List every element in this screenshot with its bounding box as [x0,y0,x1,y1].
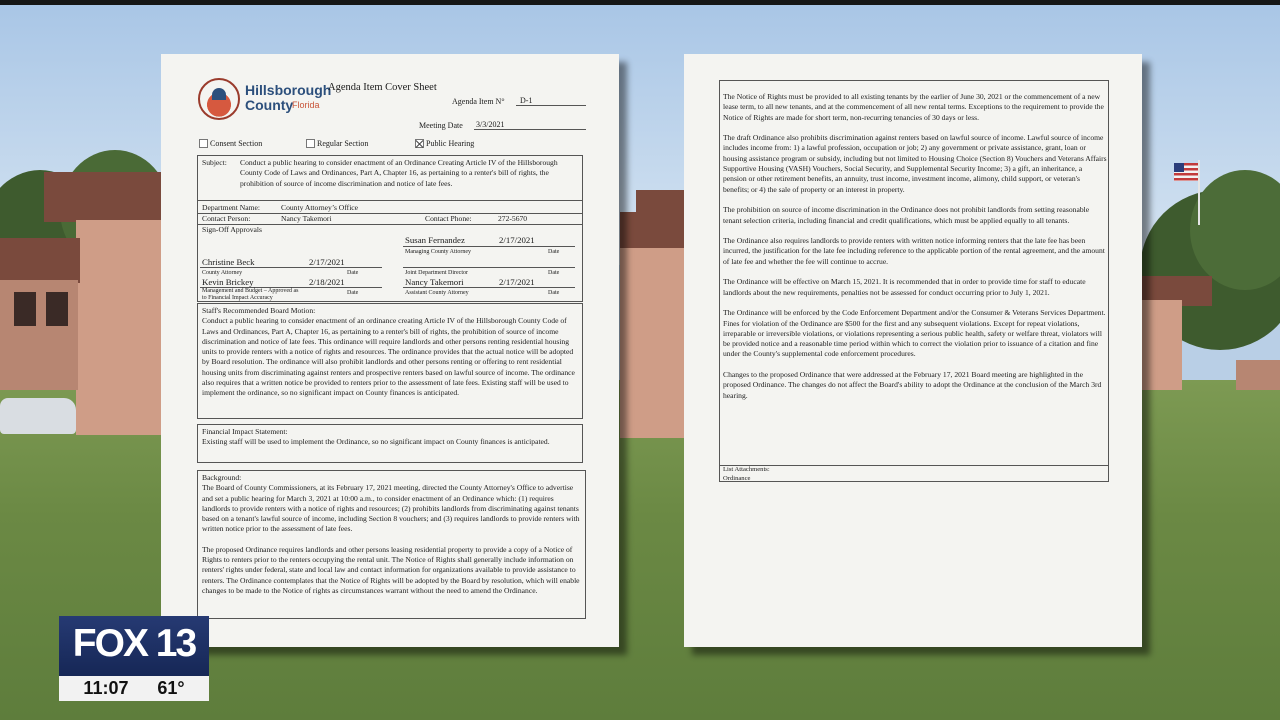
station-logo-panel [59,616,209,676]
station-bug [59,616,209,701]
continuation-paragraph: The Ordinance will be enforced by the Code Enforcement Department and/or the Consumer & Veterans Services Department. Fines for violation of the Ordinance are $500 for the first and any subsequent violations. Except for repeat violations, irreparable or irreversible violations, or violations representing a serious public health, safety or welfare threat, violators will be provided notice and a reasonable time period within which to correct the violation prior to issuance of a citation and fine under the County's supplemental code enforcement procedures. [723,308,1106,359]
signer-name: Kevin Brickey [202,277,254,287]
continuation-paragraph: The Notice of Rights must be provided to all existing tenants by the earlier of June 30, 2021 or the commencement of a new lease term, to all new tenants, and at the commencement of all new rental terms. Exceptions to the requirement to provide the Notice of Rights are made for short term, non-recurring tenancies of 30 days or less. [723,92,1104,122]
checkbox-label: Regular Section [317,139,369,148]
contact-phone-label: Contact Phone: [425,214,472,223]
background-section [197,470,586,619]
financial-impact-section [197,424,583,463]
checkbox-label: Consent Section [210,139,263,148]
checkbox-label: Public Hearing [426,139,475,148]
apartment-building [1236,360,1280,390]
background-label: Background: [202,473,242,482]
meeting-date: 3/3/2021 [474,120,586,130]
building-roof [0,238,80,283]
checked-box-icon [415,139,424,148]
impact-label: Financial Impact Statement: [202,427,288,436]
contact-person-value: Nancy Takemori [281,214,332,223]
continuation-paragraph: The draft Ordinance also prohibits discrimination against renters based on lawful source of income. Lawful source of income includes income from: 1) a lawful profession, occupation or job; 2) any government or private assistance, grant, loan or housing assistance program or subsidy, including but not limited to Housing Choice (Section 8) Vouchers and Veterans Affairs Supportive Housing (VASH) Vouchers, Social Security, and Supplemental Security Income; 3) a gift, an inheritance, a pension or other retirement benefits, an annuity, trust income, investment income, alimony, child support, or veteran's benefits; or 4) the sale of property or an interest in property. [723,133,1107,194]
department-value: County Attorney’s Office [281,203,359,212]
county-seal-icon [198,78,240,120]
contact-person-label: Contact Person: [202,214,251,223]
apartment-building [76,220,162,435]
board-motion-section [197,303,583,419]
signer-title: Assistant County Attorney [405,290,469,296]
impact-text: Existing staff will be used to implement the Ordinance, so no significant impact on County finances is anticipated. [202,437,550,447]
station-logo: FOX 13 [72,622,196,665]
continuation-paragraph: The Ordinance will be effective on March 15, 2021. It is recommended that in order to provide time for staff to educate landlords about the new requirements, penalties not be assessed for conduct occurring prior to July 1, 2021. [723,277,1086,297]
continuation-paragraph: The prohibition on source of income discrimination in the Ordinance does not prohibit landlords from setting reasonable tenant selection criteria, including financial and credit qualifications, which must be applied equally to all tenants. [723,205,1090,225]
current-time: 11:07 [83,678,129,698]
subject-section [197,155,583,201]
signer-title: Management and Budget – Approved as to Financial Impact Accuracy [202,288,299,301]
agenda-continuation-sheet [684,54,1142,647]
date-caption: Date [347,290,359,296]
brand-name-line2: County [245,97,294,113]
building-roof [44,172,164,222]
attachments-label: List Attachments: [723,466,770,473]
continuation-paragraph: The Ordinance also requires landlords to provide renters with written notice informing renters that the late fee has been incurred, the justification for the late fee including reference to the applicable portion of the rental agreement, and the amount of late fee and whether the fee will continue to accrue. [723,236,1105,266]
checkbox-icon [306,139,315,148]
signer-name: Susan Fernandez [405,235,465,245]
brand-state: Florida [292,100,320,110]
attachments [723,465,770,483]
parked-car [0,398,76,434]
signoff-label: Sign-Off Approvals [202,225,262,234]
window [14,292,36,326]
current-temperature: 61° [157,678,185,698]
attachments-value: Ordinance [723,475,751,482]
contact-phone-value: 272-5670 [498,214,528,223]
signer-name: Christine Beck [202,257,255,267]
signer-name: Nancy Takemori [405,277,464,287]
motion-label: Staff's Recommended Board Motion: [202,306,316,315]
background-paragraph: The Board of County Commissioners, at its February 17, 2021 meeting, directed the County Attorney's Office to advertise and set a public hearing for March 3, 2021 at 10:00 a.m., to consider enactment of an Ordinance which: (1) requires landlords to provide renters with a notice of rights and resources; (2) prohibits landlords from discriminating against tenants based on a tenant's lawful source of income, including Section 8 vouchers; and (3) requires landlords to provide renters with written notice prior to the assessment of late fees. [202,483,580,534]
agenda-cover-sheet [161,54,619,647]
background-paragraph: The proposed Ordinance requires landlords and other persons leasing residential property to provide a copy of a Notice of Rights to renters prior to the renters occupying the rental unit. The Notice of Rights shall generally include information on renters' rights under federal, state and local law and contact information for organizations available to provide assistance to renters. The Ordinance contemplates that the Notice of Rights will be adopted by the Board by resolution, which will enable changes to be made to the Notice of rights as circumstances warrant without the need to amend the Ordinance. [202,544,580,595]
signer-date: 2/18/2021 [309,277,345,287]
public-hearing-checkbox [415,139,474,148]
checkbox-icon [199,139,208,148]
apartment-building [1142,300,1182,390]
regular-section-checkbox [306,139,368,148]
signer-date: 2/17/2021 [499,277,535,287]
flagpole [1198,160,1200,225]
time-temp-strip [59,676,209,701]
continuation-paragraph: Changes to the proposed Ordinance that were addressed at the February 17, 2021 Board meeting are highlighted in the proposed Ordinance. The changes do not affect the Board's ability to adopt the Ordinance at the conclusion of the March 3rd hearing. [723,370,1102,400]
signer-title: County Attorney [202,270,243,276]
date-caption: Date [548,270,560,276]
department-signoff-section [197,200,583,302]
meeting-date-label: Meeting Date [419,121,463,130]
apartment-building [620,248,684,438]
agenda-item-number: D-1 [516,96,586,106]
date-caption: Date [548,249,560,255]
brand-name-line1: Hillsborough [245,82,332,98]
signer-date: 2/17/2021 [499,235,535,245]
signer-title: Joint Department Director [405,270,468,276]
background-continued-section [719,80,1109,482]
window [46,292,68,326]
building-roof [636,190,684,220]
date-caption: Date [548,290,560,296]
document-title: Agenda Item Cover Sheet [328,82,437,93]
date-caption: Date [347,270,359,276]
agenda-item-label: Agenda Item N° [452,97,505,106]
us-flag-icon [1174,163,1198,181]
consent-section-checkbox [199,139,262,148]
signer-title: Managing County Attorney [405,249,471,255]
department-label: Department Name: [202,203,260,212]
signer-date: 2/17/2021 [309,257,345,267]
subject-text: Conduct a public hearing to consider enactment of an Ordinance Creating Article IV of the Hillsborough County Code of Laws and Ordinances, Part A, Chapter 16, as pertaining to a renter's bill of rights, the prohibition of source of income discrimination and notice of late fees. [240,158,558,188]
motion-text: Conduct a public hearing to consider enactment of an ordinance creating Article IV of the Hillsborough County Code of Laws and Ordinances, Part A, Chapter 16, as pertaining to a renter's bill of rights, the prohibition of source of income discrimination and notice of late fees. This ordinance will require landlords and other persons renting residential housing units to provide renters with a notice of rights and resources. The ordinance provides that the actual notice will be adopted by Board resolution. The ordinance will also prohibit landlords and other persons renting or offering to rent residential housing units from discriminating against renters and prospective renters based on lawful source of income. The ordinance also requires that a written notice be provided to renters prior to the assessment of late fees. Existing staff will be used to implement the ordinance, so no significant impact on County finances is anticipated. [202,316,575,398]
subject-label: Subject: [202,158,227,167]
